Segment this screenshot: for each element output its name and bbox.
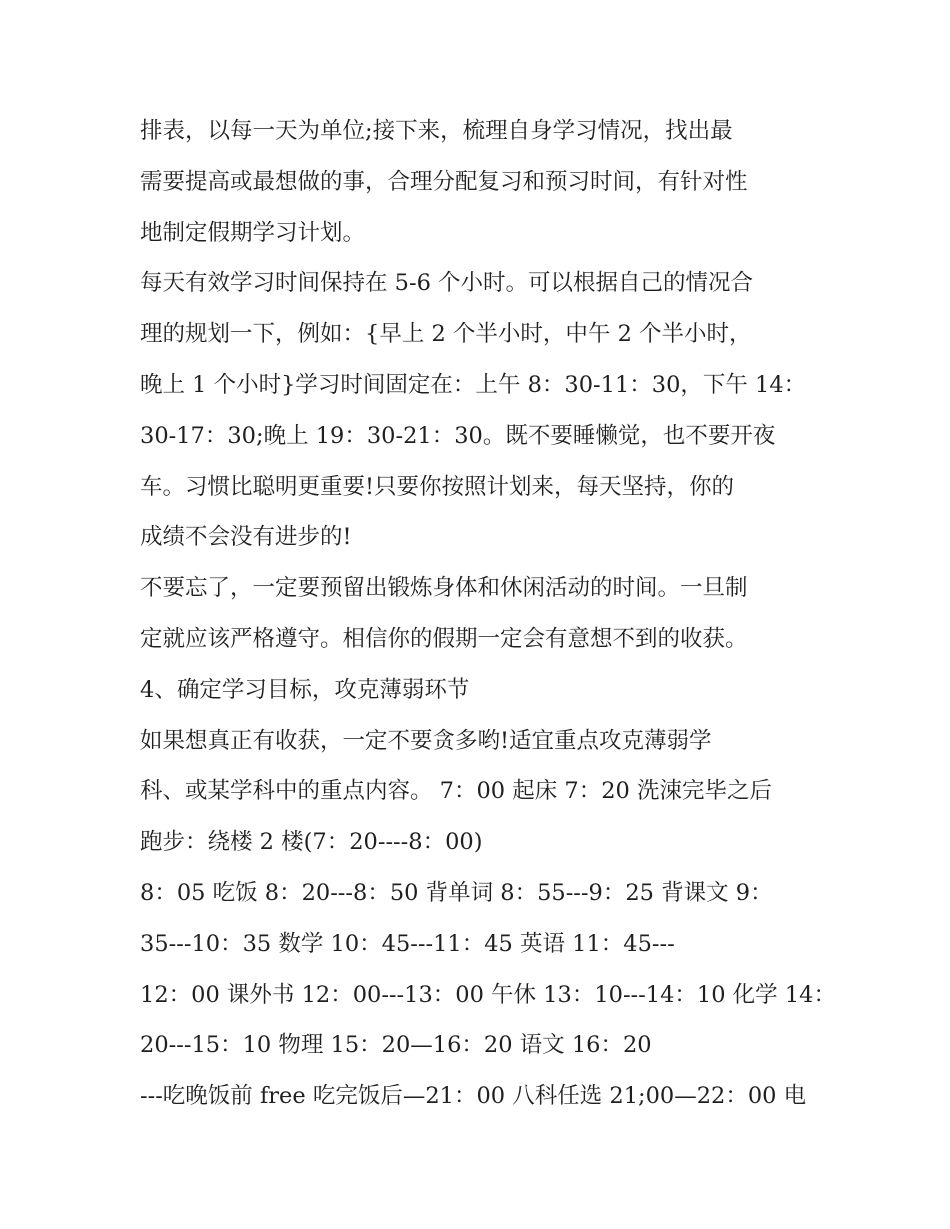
text-line: 35---10：35 数学 10：45---11：45 英语 11：45--- [140,930,675,957]
body-text [140,106,836,1122]
text-line: 排表，以每一天为单位;接下来，梳理自身学习情况，找出最 [140,118,733,144]
text-line: 不要忘了，一定要预留出锻炼身体和休闲活动的时间。一旦制 [140,575,748,602]
text-line: 需要提高或最想做的事，合理分配复习和预习时间，有针对性 [140,168,748,195]
text-line: 每天有效学习时间保持在 5-6 个小时。可以根据自己的情况合 [140,270,754,297]
text-line: ---吃晚饭前 free 吃完饭后—21：00 八科任选 21;00—22：00 电 [140,1083,807,1110]
text-line: 理的规划一下，例如：{早上 2 个半小时，中午 2 个半小时， [140,321,752,348]
text-line: 晚上 1 个小时}学习时间固定在：上午 8：30-11：30，下午 14： [140,371,807,398]
text-line: 20---15：10 物理 15：20—16：20 语文 16：20 [140,1032,652,1059]
text-line: 跑步：绕楼 2 楼(7：20----8：00) [140,829,483,856]
section-heading: 4、确定学习目标，攻克薄弱环节 [140,676,470,703]
text-line: 如果想真正有收获，一定不要贪多哟!适宜重点攻克薄弱学 [140,727,712,754]
text-line: 30-17：30;晚上 19：30-21：30。既不要睡懒觉，也不要开夜 [140,422,776,449]
text-line: 地制定假期学习计划。 [140,219,366,246]
text-line: 车。习惯比聪明更重要!只要你按照计划来，每天坚持，你的 [140,473,735,500]
text-line: 成绩不会没有进步的! [140,524,352,551]
text-line: 定就应该严格遵守。相信你的假期一定会有意想不到的收获。 [140,625,748,652]
text-line: 8：05 吃饭 8：20---8：50 背单词 8：55---9：25 背课文 9： [140,879,773,906]
text-line: 科、或某学科中的重点内容。 7：00 起床 7：20 洗涑完毕之后 [140,778,773,805]
text-line: 12：00 课外书 12：00---13：00 午休 13：10---14：10 化学 14： [140,981,836,1008]
